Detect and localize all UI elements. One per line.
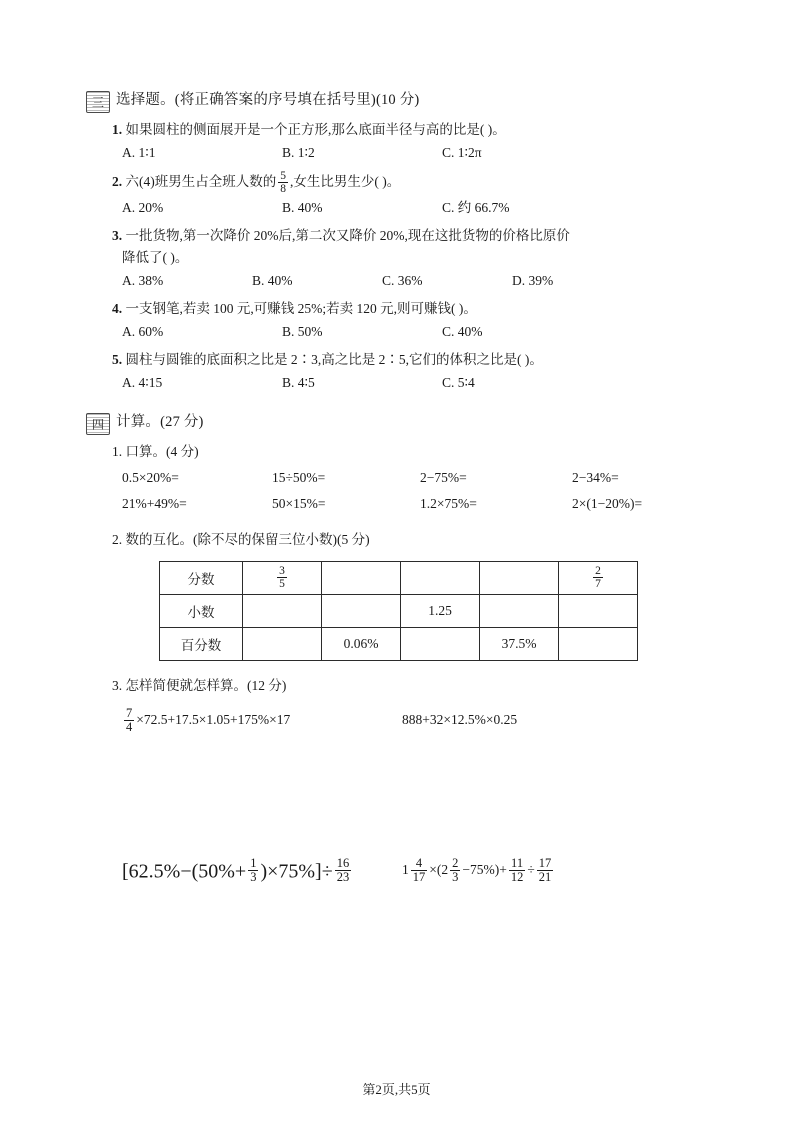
fraction-denominator: 3	[250, 870, 257, 885]
expression-4-d: ÷	[527, 861, 535, 877]
expression-4-c: −75%)+	[462, 861, 507, 877]
question-5-option-b[interactable]: B. 4∶5	[282, 374, 315, 390]
question-4-option-b[interactable]: B. 50%	[282, 323, 323, 339]
question-1-option-a[interactable]: A. 1∶1	[122, 145, 156, 160]
page-content	[86, 88, 711, 886]
section-badge-icon	[86, 413, 110, 435]
fraction-numerator: 11	[511, 855, 524, 870]
question-5-options	[86, 372, 711, 394]
subsection-2-heading: 2. 数的互化。(除不尽的保留三位小数)(5 分)	[112, 531, 370, 547]
table-row	[160, 627, 638, 660]
question-2-options	[86, 197, 711, 219]
question-2-option-a[interactable]: A. 20%	[122, 199, 164, 215]
question-5	[86, 349, 711, 371]
oral-calc-item: 2−34%=	[572, 469, 619, 485]
expression-3-fraction-2	[335, 857, 352, 885]
table-cell[interactable]: 1.25	[401, 594, 480, 627]
expression-3-mid: )×75%]÷	[260, 860, 333, 883]
expression-3-fraction-1	[248, 857, 258, 885]
question-5-text: 圆柱与圆锥的底面积之比是 2∶3,高之比是 2∶5,它们的体积之比是( )。	[125, 351, 543, 367]
table-cell[interactable]	[559, 594, 638, 627]
cell-fraction	[593, 565, 603, 591]
oral-calc-item: 2×(1−20%)=	[572, 495, 643, 511]
section-badge-label: 三	[91, 95, 104, 110]
expression-4-a: 1	[402, 861, 409, 877]
question-2-text-after: ,女生比男生少( )。	[290, 174, 401, 190]
fraction-denominator: 4	[126, 720, 133, 735]
question-2-number: 2.	[112, 174, 123, 190]
question-4	[86, 298, 711, 320]
row-label: 小数	[160, 594, 243, 627]
oral-calc-item: 21%+49%=	[122, 495, 187, 511]
expression-4	[402, 855, 702, 887]
fraction-denominator: 21	[538, 870, 552, 885]
question-4-option-a[interactable]: A. 60%	[122, 323, 164, 339]
fraction-numerator: 3	[279, 564, 285, 577]
table-cell[interactable]	[322, 561, 401, 594]
question-1-option-c[interactable]: C. 1∶2π	[442, 145, 482, 160]
section-title: 选择题。(将正确答案的序号填在括号里)(10 分)	[116, 92, 420, 108]
table-cell[interactable]	[559, 561, 638, 594]
expression-4-fraction-2	[450, 857, 460, 885]
question-5-option-a[interactable]: A. 4∶15	[122, 374, 163, 390]
conversion-table-wrap	[86, 561, 711, 661]
expression-row-2	[86, 855, 711, 887]
question-1-option-b[interactable]: B. 1∶2	[282, 145, 315, 160]
question-5-option-c[interactable]: C. 5∶4	[442, 374, 475, 390]
fraction-denominator: 3	[452, 870, 459, 885]
section-header-three	[86, 90, 711, 113]
fraction-denominator: 12	[510, 870, 524, 885]
fraction-denominator: 7	[595, 578, 601, 591]
fraction-denominator: 8	[280, 183, 286, 196]
question-3-number: 3.	[112, 227, 123, 243]
question-2-option-c[interactable]: C. 约 66.7%	[442, 199, 510, 215]
expression-1	[122, 705, 402, 735]
question-5-number: 5.	[112, 351, 123, 367]
fraction-numerator: 2	[452, 855, 459, 870]
expression-4-fraction-3	[509, 857, 526, 885]
question-3-option-a[interactable]: A. 38%	[122, 272, 164, 288]
question-3-option-c[interactable]: C. 36%	[382, 272, 423, 288]
question-4-options	[86, 321, 711, 343]
question-1	[86, 119, 711, 141]
table-cell[interactable]	[480, 561, 559, 594]
question-1-text: 如果圆柱的侧面展开是一个正方形,那么底面半径与高的比是( )。	[125, 122, 506, 137]
fraction-numerator: 5	[280, 170, 286, 182]
table-cell[interactable]: 37.5%	[480, 627, 559, 660]
expression-4-fraction-4	[537, 857, 554, 885]
table-cell[interactable]	[401, 561, 480, 594]
oral-calc-item: 2−75%=	[420, 469, 467, 485]
fraction-denominator: 23	[336, 870, 350, 885]
fraction-numerator: 4	[415, 855, 423, 870]
question-3-option-b[interactable]: B. 40%	[252, 272, 293, 288]
fraction-numerator: 17	[538, 855, 552, 870]
expression-2: 888+32×12.5%×0.25	[402, 711, 518, 727]
expression-1-fraction	[124, 707, 134, 735]
conversion-table	[159, 561, 638, 661]
expression-3-pre: [62.5%−(50%+	[122, 860, 247, 883]
oral-calc-item: 50×15%=	[272, 495, 326, 511]
subsection-1-heading: 1. 口算。(4 分)	[112, 443, 199, 459]
question-1-options	[86, 142, 711, 164]
oral-calc-item: 15÷50%=	[272, 469, 326, 485]
expression-1-text: ×72.5+17.5×1.05+175%×17	[136, 711, 291, 727]
question-3-option-d[interactable]: D. 39%	[512, 272, 554, 288]
fraction-numerator: 1	[250, 855, 257, 870]
question-1-number: 1.	[112, 122, 123, 137]
row-label: 分数	[160, 561, 243, 594]
table-row	[160, 594, 638, 627]
table-cell[interactable]	[401, 627, 480, 660]
table-cell[interactable]	[322, 594, 401, 627]
table-cell[interactable]	[480, 594, 559, 627]
page-footer: 第2页,共5页	[362, 1082, 431, 1097]
table-cell[interactable]	[243, 594, 322, 627]
oral-calc-grid	[86, 465, 711, 517]
question-3	[86, 225, 711, 247]
question-3-options	[86, 270, 711, 292]
question-4-text: 一支钢笔,若卖 100 元,可赚钱 25%;若卖 120 元,则可赚钱( )。	[125, 300, 477, 316]
section-title: 计算。(27 分)	[116, 413, 204, 430]
section-header-four	[86, 412, 711, 435]
oral-calc-item: 0.5×20%=	[122, 469, 179, 485]
question-2	[86, 170, 711, 196]
table-cell[interactable]	[559, 627, 638, 660]
section-badge-icon	[86, 91, 110, 113]
question-2-text-before: 六(4)班男生占全班人数的	[125, 174, 277, 190]
subsection-3-heading: 3. 怎样简便就怎样算。(12 分)	[112, 677, 287, 693]
fraction-denominator: 5	[279, 578, 285, 591]
expression-4-fraction-1	[411, 857, 428, 885]
expression-3	[122, 855, 402, 887]
fraction-numerator: 16	[336, 855, 350, 870]
expression-4-b: ×(2	[429, 861, 449, 877]
table-cell[interactable]	[243, 627, 322, 660]
oral-calc-item: 1.2×75%=	[420, 495, 477, 511]
question-2-fraction	[278, 170, 288, 196]
fraction-denominator: 17	[412, 870, 426, 885]
table-cell[interactable]	[243, 561, 322, 594]
fraction-numerator: 2	[595, 564, 601, 577]
table-cell[interactable]: 0.06%	[322, 627, 401, 660]
question-3-text-line2: 降低了( )。	[122, 249, 189, 265]
question-4-option-c[interactable]: C. 40%	[442, 323, 483, 339]
section-badge-label: 四	[91, 417, 104, 432]
expression-row-1	[86, 705, 711, 735]
question-3-text: 一批货物,第一次降价 20%后,第二次又降价 20%,现在这批货物的价格比原价	[125, 227, 570, 243]
question-2-option-b[interactable]: B. 40%	[282, 199, 323, 215]
cell-fraction	[277, 565, 287, 591]
table-row	[160, 561, 638, 594]
fraction-numerator: 7	[126, 705, 133, 720]
question-4-number: 4.	[112, 300, 123, 316]
row-label: 百分数	[160, 627, 243, 660]
